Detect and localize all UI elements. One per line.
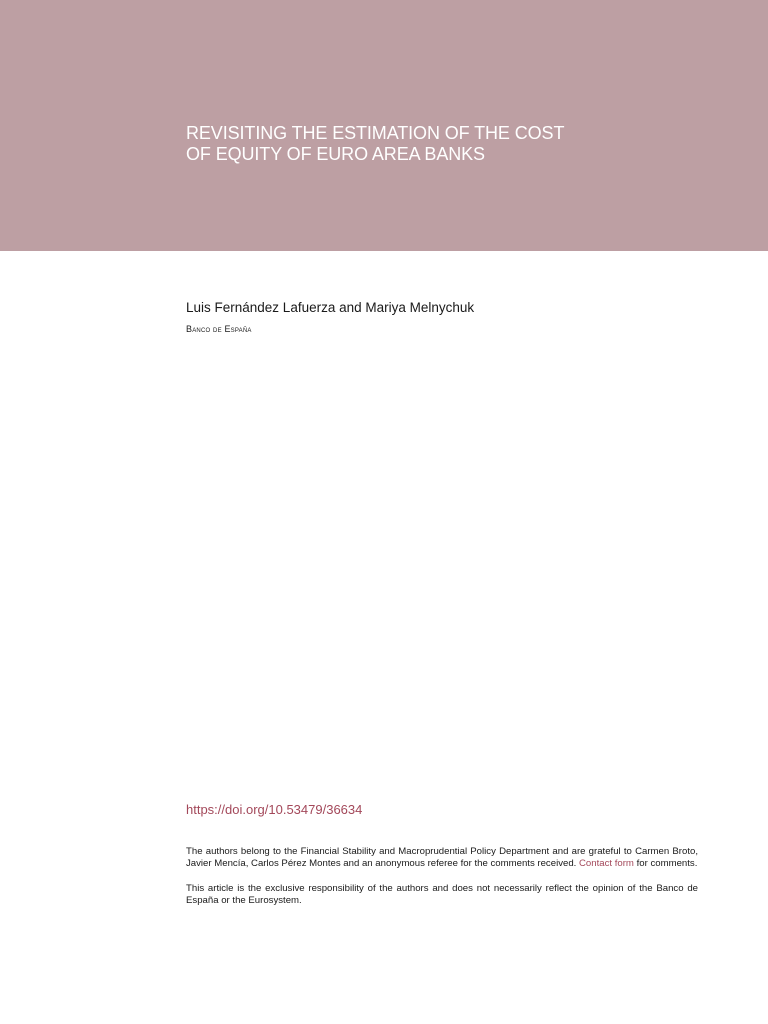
article-title-line-2: OF EQUITY OF EURO AREA BANKS bbox=[186, 144, 485, 164]
authors: Luis Fernández Lafuerza and Mariya Melnychuk bbox=[186, 300, 475, 315]
affiliation: Banco de España bbox=[186, 324, 252, 334]
acknowledgements-text: The authors belong to the Financial Stability and Macroprudential Policy Department and are grateful to Carmen Broto, Javier Mencía, Carlos Pérez Montes and an anonymous referee for the comments received. bbox=[186, 846, 698, 870]
disclaimer-paragraph: This article is the exclusive responsibility of the authors and does not necessarily reflect the opinion of the Banco de España or the Eurosystem. bbox=[186, 882, 698, 906]
contact-form-link[interactable]: Contact form bbox=[579, 858, 634, 870]
article-title-line-1: REVISITING THE ESTIMATION OF THE COST bbox=[186, 123, 565, 143]
title-banner bbox=[0, 0, 768, 251]
author-notes bbox=[186, 846, 698, 907]
article-title bbox=[186, 123, 666, 165]
doi-link[interactable]: https://doi.org/10.53479/36634 bbox=[186, 802, 363, 817]
acknowledgements-paragraph bbox=[186, 846, 698, 871]
acknowledgements-text-end: for comments. bbox=[633, 858, 698, 870]
